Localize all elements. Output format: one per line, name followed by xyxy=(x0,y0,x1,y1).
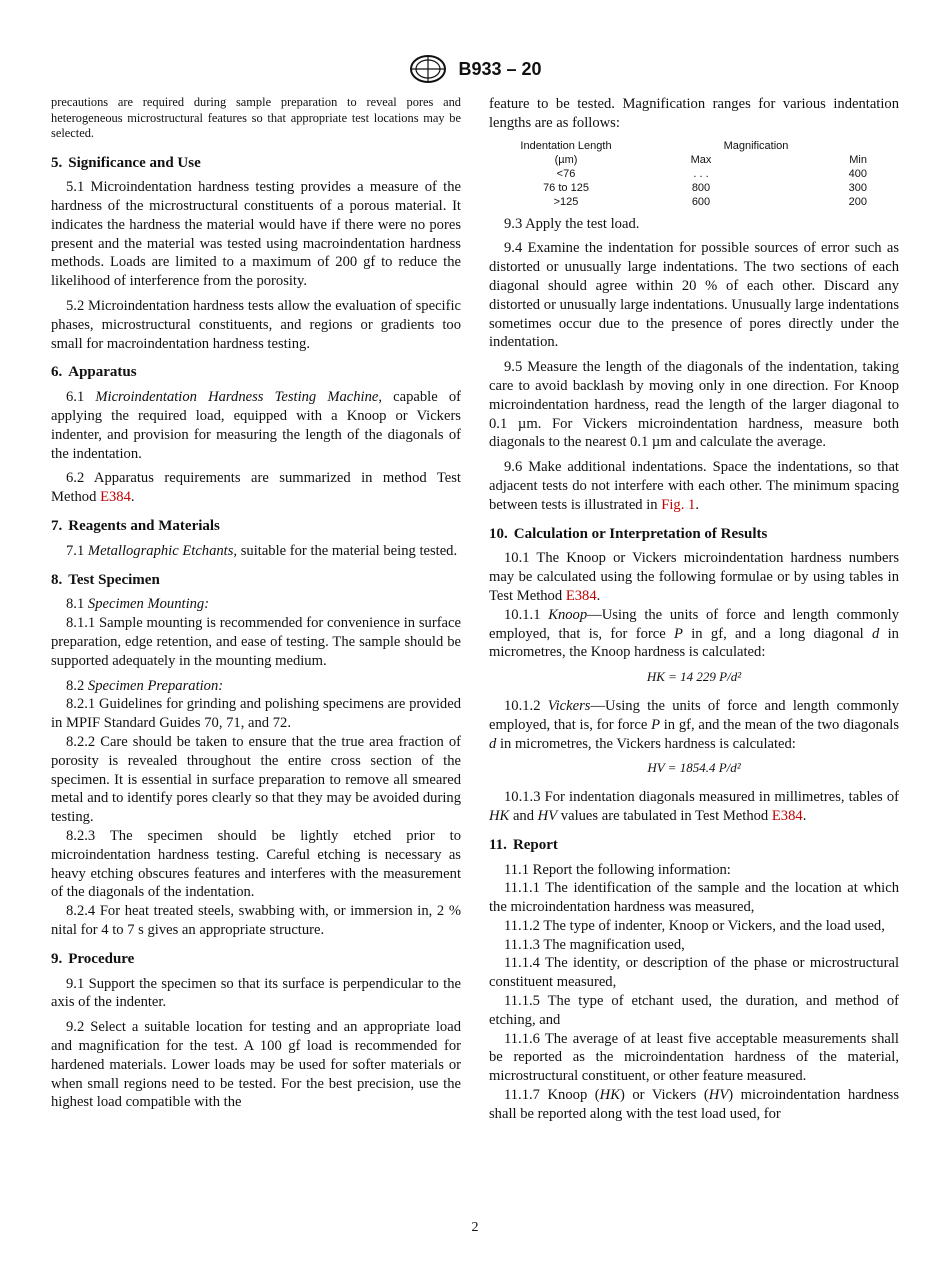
astm-logo-icon xyxy=(408,54,448,84)
paragraph-11-1-5: 11.1.5 The type of etchant used, the duration, and method of etching, and xyxy=(489,993,899,1028)
table-header-row: (µm) Max Min xyxy=(554,153,867,166)
section-9-heading: 9. Procedure xyxy=(51,950,135,967)
page-header xyxy=(0,54,950,84)
e384-link[interactable]: E384 xyxy=(565,587,597,604)
paragraph-9-2: 9.2 Select a suitable location for testing and an appropriate load and magnification for the test. A 100 gf load is recommended for hardened materials. Lower loads may be used for softer materials or when small regions need to be tested. For the best precision, use the highest load compatible with the xyxy=(51,1019,461,1111)
paragraph-8-2-2: 8.2.2 Care should be taken to ensure that the true area fraction of porosity is revealed throughout the entire cross section of the specimen. It is essential in surface preparation to remove all smeared metal and to identify pores clearly so that they may be avoided during testing. xyxy=(51,734,461,826)
paragraph-5-2: 5.2 Microindentation hardness tests allow the evaluation of specific phases, microstructural constituents, and regions or gradients too small for macroindentation hardness testing. xyxy=(51,298,461,352)
e384-link[interactable]: E384 xyxy=(771,807,803,824)
right-column xyxy=(489,95,899,1124)
table-header-row: Indentation Length Magnification xyxy=(520,139,789,152)
table-row: 76 to 125 800 300 xyxy=(543,181,867,194)
paragraph-11-1-2: 11.1.2 The type of indenter, Knoop or Vickers, and the load used, xyxy=(504,917,885,934)
paragraph-8-1-1: 8.1.1 Sample mounting is recommended for convenience in surface preparation, edge retention, and ease of testing. The sample should be supported adequately in the mounting medium. xyxy=(51,615,461,669)
paragraph-5-1: 5.1 Microindentation hardness testing provides a measure of the hardness of the microstructural constituents of a porous material. It indicates the hardness the material would have if there were no pores present and the material was tested using macroindentation hardness methods. Loads are limited to a maximum of 200 gf to reduce the likelihood of interference from the porosity. xyxy=(51,179,461,290)
paragraph-10-1-3: 10.1.3 For indentation diagonals measured in millimetres, tables of HK and HV values are tabulated in Test Method E384. xyxy=(489,789,899,824)
paragraph-10-1: 10.1 The Knoop or Vickers microindentation hardness numbers may be calculated using the following formulae or by using tables in Test Method E384. xyxy=(489,550,899,604)
knoop-formula: HK = 14 229 P/d² xyxy=(646,669,742,685)
paragraph-9-5: 9.5 Measure the length of the diagonals of the indentation, taking care to avoid backlash by moving only in one direction. For Knoop microindentation hardness, read the length of the larger diagonal to 0.1 µm. For Vickers microindentation hardness, measure both diagonals to the nearest 0.1 µm and calculate the average. xyxy=(489,359,899,451)
paragraph-8-2-3: 8.2.3 The specimen should be lightly etched prior to microindentation hardness testing. Careful etching is necessary as heavy etching obscures features and interferes with the measurement of the diagonals of the indentation. xyxy=(51,828,461,901)
section-7-heading: 7. Reagents and Materials xyxy=(51,518,220,535)
paragraph-9-4: 9.4 Examine the indentation for possible sources of error such as distorted or unusually large indentations. The two sections of each diagonal should agree within 20 % of each other. Discard any distorted or unusually large indentations. Unusually large indentations sometimes occur due to the presence of pores directly under the indentation. xyxy=(489,240,899,351)
paragraph-10-1-1: 10.1.1 Knoop—Using the units of force and length commonly employed, that is, for force P in gf, and a long diagonal d in micrometres, the Knoop hardness is calculated: xyxy=(489,606,899,661)
paragraph-11-1-1: 11.1.1 The identification of the sample and the location at which the microindentation hardness was measured, xyxy=(489,880,899,916)
e384-link[interactable]: E384 xyxy=(100,489,131,506)
paragraph-10-1-2: 10.1.2 Vickers—Using the units of force and length commonly employed, that is, for force P in gf, and the mean of the two diagonals d in micrometres, the Vickers hardness is calculated: xyxy=(489,697,900,752)
paragraph-6-2: 6.2 Apparatus requirements are summarized in method Test Method E384. xyxy=(51,470,461,506)
table-row: <76 . . . 400 xyxy=(556,167,867,180)
paragraph-9-3: 9.3 Apply the test load. xyxy=(504,215,640,232)
paragraph-8-2-4: 8.2.4 For heat treated steels, swabbing with, or immersion in, 2 % nital for 4 to 7 s gives an appropriate structure. xyxy=(51,903,461,938)
section-8-heading: 8. Test Specimen xyxy=(51,571,160,588)
left-column xyxy=(51,95,461,1118)
page-number: 2 xyxy=(471,1220,479,1235)
paragraph-11-1-7: 11.1.7 Knoop (HK) or Vickers (HV) microindentation hardness shall be reported along with the test load used, for xyxy=(489,1087,900,1122)
vickers-formula: HV = 1854.4 P/d² xyxy=(647,760,741,776)
paragraph-9-1: 9.1 Support the specimen so that its surface is perpendicular to the axis of the indenter. xyxy=(51,975,461,1011)
document-designation: B933 – 20 xyxy=(458,58,542,79)
paragraph-6-1: 6.1 Microindentation Hardness Testing Machine, capable of applying the required load, equipped with a Knoop or Vickers indenter, and provision for measuring the length of the diagonals of the indentation. xyxy=(51,389,461,462)
paragraph-9-6: 9.6 Make additional indentations. Space the indentations, so that adjacent tests do not interfere with each other. The minimum spacing between tests is illustrated in Fig. 1. xyxy=(489,459,899,513)
paragraph-8-1: 8.1 Specimen Mounting: xyxy=(66,596,210,613)
paragraph-11-1: 11.1 Report the following information: xyxy=(504,861,731,878)
paragraph-8-2: 8.2 Specimen Preparation: xyxy=(66,677,224,694)
section-10-heading: 10. Calculation or Interpretation of Results xyxy=(489,525,768,542)
paragraph-11-1-4: 11.1.4 The identity, or description of the phase or microstructural constituent measured, xyxy=(489,955,899,991)
paragraph-11-1-6: 11.1.6 The average of at least five acceptable measurements shall be reported as the microindentation hardness of the material, microstructural constituent, or other feature measured. xyxy=(489,1030,899,1085)
magnification-table xyxy=(501,139,881,209)
paragraph-7-1: 7.1 Metallographic Etchants, suitable for the material being tested. xyxy=(66,542,458,559)
fig-1-link[interactable]: Fig. 1 xyxy=(661,496,696,513)
section-5-heading: 5. Significance and Use xyxy=(51,154,201,171)
paragraph-11-1-3: 11.1.3 The magnification used, xyxy=(504,936,685,953)
paragraph-9-2-continued: feature to be tested. Magnification ranges for various indentation lengths are as follows: xyxy=(489,96,899,131)
table-row: >125 600 200 xyxy=(553,195,867,208)
paragraph-8-2-1: 8.2.1 Guidelines for grinding and polishing specimens are provided in MPIF Standard Guides 70, 71, and 72. xyxy=(51,696,461,732)
section-11-heading: 11. Report xyxy=(489,836,558,853)
intro-paragraph: precautions are required during sample preparation to reveal pores and heterogeneous microstructural features so that appropriate test locations may be selected. xyxy=(51,95,461,140)
section-6-heading: 6. Apparatus xyxy=(51,364,137,381)
